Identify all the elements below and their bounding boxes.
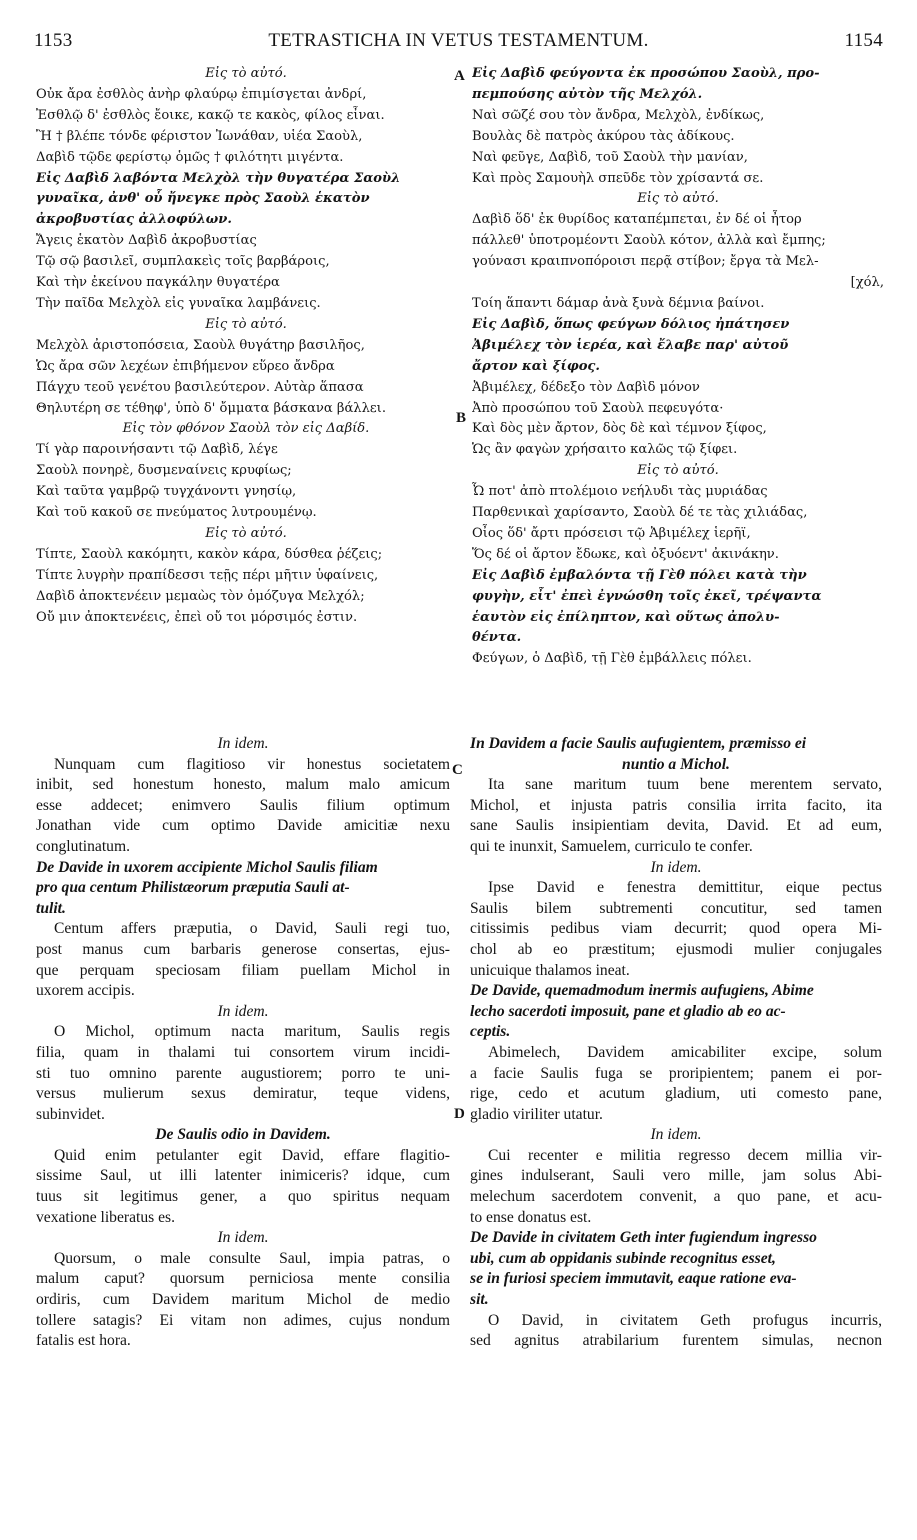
- text-line: a facie Saulis fuga se proripientem; panem ei por-: [470, 1064, 882, 1082]
- text-line: Michol, et injusta patris consilia irrita facito, ita: [470, 796, 882, 814]
- text-line: esse addecet; enimvero Saulis filium optimum: [36, 796, 450, 814]
- section-heading: De Saulis odio in Davidem.: [155, 1126, 331, 1144]
- text-line: gines indulserant, Sauli vero mille, jam solus Abi-: [470, 1167, 882, 1185]
- section-heading: Εἰς Δαβὶδ φεύγοντα ἐκ προσώπου Σαοὺλ, προ-: [472, 66, 820, 81]
- section-heading: ἑαυτὸν εἰς ἐπίληπτον, καὶ οὕτως ἀπολυ-: [472, 609, 780, 625]
- text-line: Καὶ ταῦτα γαμβρῷ τυγχάνοντι γνησίῳ,: [36, 484, 297, 500]
- section-heading: πεμπούσης αὐτὸν τῆς Μελχόλ.: [472, 86, 703, 102]
- text-line: post manus cum barbaris generose consertas, ejus-: [36, 940, 450, 958]
- text-line: [χόλ,: [850, 275, 884, 291]
- text-line: Ἢ † βλέπε τόνδε φέριστον Ἰωνάθαν, υἱέα Σαοὺλ,: [36, 128, 363, 144]
- text-line: Τὴν παῖδα Μελχὸλ εἰς γυναῖκα λαμβάνεις.: [36, 295, 321, 311]
- text-line: unicuique thalamos ineat.: [470, 961, 630, 979]
- text-line: Τίπτε λυγρὴν πραπίδεσσι τεῇς πέρι μῆτιν ὑφαίνεις,: [36, 567, 379, 583]
- greek-column-left: [36, 64, 456, 628]
- margin-letter-b: B: [456, 410, 467, 426]
- text-line: Τῷ σῷ βασιλεῖ, συμπλακεὶς τοῖς βαρβάροις,: [36, 254, 330, 270]
- text-line: chol ab eo præstitum; ejusmodi mulier conjugales: [470, 940, 882, 958]
- text-line: uxorem accipis.: [36, 982, 135, 1000]
- margin-letter-a: A: [454, 68, 465, 84]
- section-heading: De Davide, quemadmodum inermis aufugiens, Abime: [470, 982, 814, 1000]
- text-line: Quid enim petulanter egit David, effare flagitio-: [54, 1146, 450, 1164]
- text-line: sed agnitus atrabilarium furentem simulas, necnon: [470, 1332, 882, 1350]
- text-line: Ναὶ φεῦγε, Δαβὶδ, τοῦ Σαοὺλ τὴν μανίαν,: [472, 149, 748, 165]
- text-line: O Michol, optimum nacta maritum, Saulis regis: [54, 1023, 450, 1041]
- section-heading: Εἰς Δαβὶδ λαβόντα Μελχὸλ τὴν θυγατέρα Σαοὺλ: [36, 170, 401, 186]
- section-heading: Εἰς τὸ αὐτό.: [205, 525, 287, 541]
- text-line: Ipse David e fenestra demittitur, eique pectus: [488, 879, 882, 897]
- section-heading: In idem.: [217, 1002, 269, 1020]
- text-line: Οἶος ὅδ' ἄρτι πρόσεισι τῷ Ἀβιμέλεχ ἱερῆϊ,: [472, 525, 751, 541]
- section-heading: Εἰς Δαβὶδ ἐμβαλόντα τῇ Γὲθ πόλει κατὰ τὴν: [472, 567, 807, 583]
- text-line: Ὅς δέ οἱ ἄρτον ἔδωκε, καὶ ὀξυόεντ' ἀκινάκην.: [472, 546, 779, 562]
- section-heading: γυναῖκα, ἀνθ' οὗ ἤνεγκε πρὸς Σαοὺλ ἑκατὸν: [36, 191, 370, 207]
- text-line: inibit, sed honestum honesto, malum malo amicum: [36, 776, 450, 794]
- section-heading: De Davide in civitatem Geth inter fugiendum ingresso: [470, 1229, 817, 1247]
- text-line: melechum sacerdotem convenit, a quo pane, et acu-: [470, 1188, 882, 1206]
- text-line: Δαβὶδ τῷδε φερίστῳ ὁμῶς † φιλότητι μιγέντα.: [36, 149, 344, 165]
- section-heading: Εἰς Δαβὶδ, ὅπως φεύγων δόλιος ἠπάτησεν: [472, 316, 790, 332]
- section-heading: pro qua centum Philistæorum præputia Sauli at-: [36, 879, 350, 897]
- text-line: O David, in civitatem Geth profugus incurris,: [488, 1311, 882, 1329]
- text-line: γούνασι κραιπνοπόροισι περᾷ στίβον; ἔργα τὰ Μελ-: [472, 254, 819, 270]
- text-line: ordiris, cum Davidem maritum Michol de medio: [36, 1291, 450, 1309]
- text-line: que perquam speciosam filiam puellam Michol in: [36, 961, 450, 979]
- section-heading: Εἰς τὸ αὐτό.: [637, 191, 719, 207]
- margin-letter-d: D: [454, 1106, 465, 1122]
- text-line: to ense donatus est.: [470, 1208, 592, 1226]
- page-number-right: 1154: [844, 30, 883, 51]
- text-line: Θηλυτέρη σε τέθηφ', ὑπὸ δ' ὄμματα βάσκανα βάλλει.: [36, 400, 386, 416]
- text-line: Saulis bilem subtrementi concutitur, sed tamen: [470, 899, 882, 917]
- section-heading: ubi, cum ab oppidanis subinde recognitus esset,: [470, 1249, 776, 1267]
- section-heading: Εἰς τὸ αὐτό.: [205, 66, 287, 81]
- page-header: [34, 30, 883, 62]
- section-heading: Εἰς τὸν φθόνον Σαοὺλ τὸν εἰς Δαβίδ.: [122, 421, 370, 437]
- section-heading: ceptis.: [470, 1023, 511, 1041]
- text-line: Παρθενικαὶ χαρίσαντο, Σαοὺλ δέ τε τὰς χιλιάδας,: [472, 505, 808, 521]
- section-heading: Ἀβιμέλεχ τὸν ἱερέα, καὶ ἔλαβε παρ' αὐτοῦ: [472, 337, 789, 353]
- latin-column-left: [36, 734, 450, 1352]
- section-heading: In idem.: [217, 1229, 269, 1247]
- text-line: Cui recenter e militia regresso decem millia vir-: [488, 1146, 882, 1164]
- text-line: Abimelech, Davidem amicabiliter excipe, solum: [488, 1043, 882, 1061]
- text-line: Καὶ πρὸς Σαμουὴλ σπεῦδε τὸν χρίσαντά σε.: [472, 170, 764, 186]
- text-line: Δαβὶδ ἀποκτενέειν μεμαὼς τὸν ὁμόζυγα Μελχόλ;: [36, 588, 365, 604]
- text-line: subinvidet.: [36, 1105, 105, 1123]
- text-line: citissimis pedibus viam decurrit; quod opera Mi-: [470, 920, 882, 938]
- text-line: Τοίη ἅπαντι δάμαρ ἀνὰ ξυνὰ δέμνια βαίνοι.: [472, 295, 765, 311]
- running-title: TETRASTICHA IN VETUS TESTAMENTUM.: [268, 30, 649, 51]
- text-line: Quorsum, o male consulte Saul, impia patras, o: [54, 1249, 450, 1267]
- section-heading: In Davidem a facie Saulis aufugientem, præmisso ei: [470, 735, 807, 752]
- text-line: Καὶ δὸς μὲν ἄρτον, δὸς δὲ καὶ τέμνον ξίφος,: [472, 421, 767, 437]
- text-line: malum caput? quorsum perniciosa mente consilia: [36, 1270, 450, 1288]
- text-line: sane Saulis insipientiam devita, David. Et ad eum,: [470, 817, 882, 835]
- text-line: Οὐκ ἄρα ἐσθλὸς ἀνὴρ φλαύρῳ ἐπιμίσγεται ἀνδρί,: [36, 86, 367, 102]
- text-line: Καὶ τὴν ἐκείνου παγκάλην θυγατέρα: [36, 275, 280, 291]
- text-line: tollere satagis? Ei vitam non adimes, cujus nondum: [36, 1311, 450, 1329]
- text-line: sti tuo omnino parente augustiorem; porro te uni-: [36, 1064, 450, 1082]
- section-heading: ἄρτον καὶ ξίφος.: [472, 358, 600, 374]
- section-heading: φυγὴν, εἶτ' ἐπεὶ ἐγνώσθη τοῖς ἐκεῖ, τρέψαντα: [472, 588, 822, 604]
- text-line: versus mulierum sexus demiratur, teque videns,: [36, 1085, 450, 1103]
- text-line: πάλλεθ' ὑποτρομέοντι Σαοὺλ κότον, ἀλλὰ καὶ ἔμπης;: [472, 233, 826, 249]
- text-line: Ita sane maritum tuum bene merentem servato,: [488, 776, 882, 794]
- text-line: Ἄγεις ἑκατὸν Δαβὶδ ἀκροβυστίας: [36, 233, 257, 249]
- text-line: qui te inunxit, Samuelem, curriculo te confer.: [470, 837, 753, 855]
- text-line: gladio viriliter utatur.: [470, 1105, 603, 1123]
- text-line: Φεύγων, ὁ Δαβὶδ, τῇ Γὲθ ἐμβάλλεις πόλει.: [472, 651, 752, 667]
- section-heading: se in furiosi speciem immutavit, eaque ratione eva-: [470, 1270, 797, 1288]
- section-heading: In idem.: [650, 1126, 702, 1144]
- text-line: Ἐσθλῷ δ' ἐσθλὸς ἔοικε, κακῷ τε κακὸς, φίλος εἶναι.: [36, 107, 385, 123]
- text-line: Ἀπὸ προσώπου τοῦ Σαοὺλ πεφευγότα·: [472, 400, 724, 416]
- text-line: Καὶ τοῦ κακοῦ σε πνεύματος λυτρουμένῳ.: [36, 505, 317, 521]
- section-heading: sit.: [470, 1291, 489, 1309]
- text-line: Ὡς ἂν φαγὼν χρήσαιτο καλῶς τῷ ξίφει.: [472, 442, 738, 458]
- text-line: filia, quam in thalami tui consortem virum incidi-: [36, 1043, 450, 1061]
- section-heading: lecho sacerdoti imposuit, pane et gladio ab eo ac-: [470, 1002, 786, 1020]
- text-line: Ὦ ποτ' ἀπὸ πτολέμοιο νεήλυδι τὰς μυριάδας: [472, 484, 768, 500]
- text-line: Ναὶ σῶζέ σου τὸν ἄνδρα, Μελχὸλ, ἐνδίκως,: [472, 107, 765, 123]
- section-heading: tulit.: [36, 899, 66, 917]
- text-line: Centum affers præputia, o David, Sauli regi tuo,: [54, 920, 450, 938]
- text-line: sissime Saul, ut illi latenter inimiceris? idque, cum: [36, 1167, 450, 1185]
- text-line: Οὔ μιν ἀποκτενέεις, ἐπεὶ οὔ τοι μόρσιμός ἐστιν.: [36, 609, 358, 625]
- text-line: vexatione liberatus es.: [36, 1208, 175, 1226]
- text-line: Nunquam cum flagitioso vir honestus societatem: [54, 755, 450, 773]
- text-line: Ὡς ἄρα σῶν λεχέων ἐπιβήμενον εὕρεο ἄνδρα: [36, 358, 335, 374]
- text-line: Jonathan vide cum optimo Davide amicitiæ nexu: [36, 817, 450, 835]
- section-heading: θέντα.: [472, 630, 522, 646]
- text-line: Ἀβιμέλεχ, δέδεξο τὸν Δαβὶδ μόνον: [472, 379, 700, 395]
- text-line: Βουλὰς δὲ πατρὸς ἀκύρου τὰς ἀδίκους.: [472, 128, 735, 144]
- text-line: Τίπτε, Σαοὺλ κακόμητι, κακὸν κάρα, δύσθεα ῥέζεις;: [36, 546, 383, 562]
- greek-column-right: [472, 64, 884, 670]
- section-heading: ἀκροβυστίας ἀλλοφύλων.: [36, 212, 232, 228]
- text-line: rige, cedo et acutum gladium, uti comesto pane,: [470, 1085, 882, 1103]
- section-heading: Εἰς τὸ αὐτό.: [637, 463, 719, 479]
- text-line: Δαβὶδ ὅδ' ἐκ θυρίδος καταπέμπεται, ἐν δέ οἱ ἦτορ: [472, 212, 802, 228]
- text-line: Μελχὸλ ἀριστοπόσεια, Σαοὺλ θυγάτηρ βασιλῆος,: [36, 337, 365, 353]
- section-heading: Εἰς τὸ αὐτό.: [205, 316, 287, 332]
- section-heading: De Davide in uxorem accipiente Michol Saulis filiam: [36, 858, 378, 876]
- page-number-left: 1153: [34, 30, 73, 51]
- latin-column-right: [470, 734, 882, 1352]
- section-heading: In idem.: [650, 858, 702, 876]
- section-heading: In idem.: [217, 735, 269, 752]
- margin-letter-c: C: [452, 762, 463, 778]
- text-line: fatalis est hora.: [36, 1332, 131, 1350]
- text-line: conglutinatum.: [36, 837, 130, 855]
- text-line: Τί γὰρ παροινήσαντι τῷ Δαβὶδ, λέγε: [36, 442, 278, 458]
- section-heading: nuntio a Michol.: [622, 755, 730, 773]
- text-line: Σαοὺλ πονηρὲ, δυσμεναίνεις κρυφίως;: [36, 463, 292, 479]
- text-line: Πάγχυ τεοῦ γενέτου βασιλεύτερον. Αὐτὰρ ἅπασα: [36, 379, 364, 395]
- text-line: tuus sit legitimus gener, a quo spiritus nequam: [36, 1188, 450, 1206]
